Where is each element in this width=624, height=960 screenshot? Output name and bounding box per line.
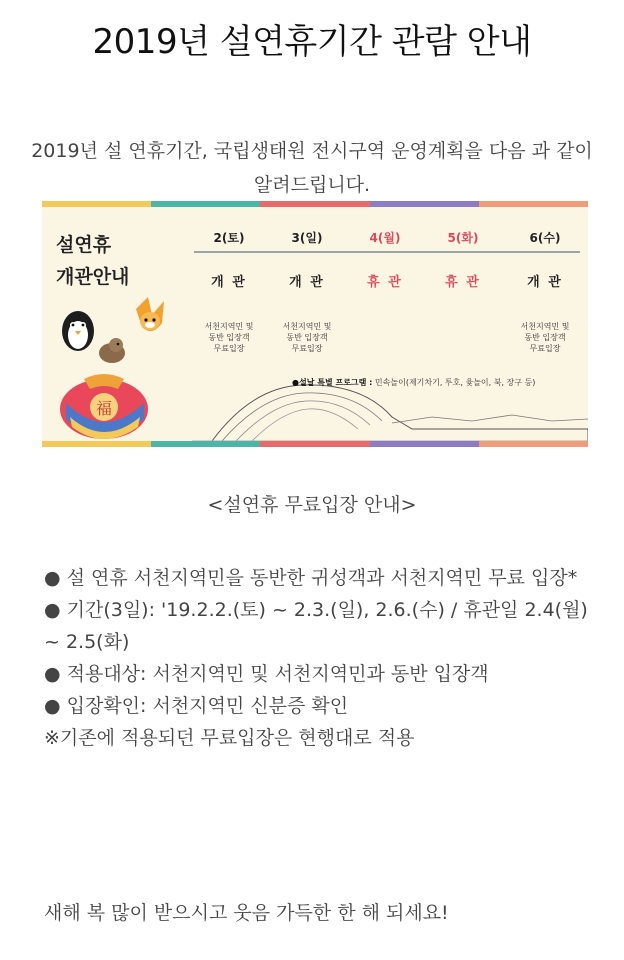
stripe-segment xyxy=(479,441,588,447)
schedule-open-status: 개 관 xyxy=(289,275,325,290)
schedule-note-line: 동반 입장객 xyxy=(208,333,250,342)
schedule-day-header: 4(월) xyxy=(369,231,401,245)
schedule-open-status: 개 관 xyxy=(527,275,563,290)
schedule-note-line: 무료입장 xyxy=(213,344,245,353)
notice-item: ※기존에 적용되던 무료입장은 현행대로 적용 xyxy=(44,727,415,749)
schedule-day-header: 6(수) xyxy=(529,231,561,245)
schedule-note-line: 서천지역민 및 xyxy=(204,322,254,331)
schedule-note-line: 무료입장 xyxy=(529,344,561,353)
schedule-closed-status: 휴 관 xyxy=(367,275,403,290)
stripe-segment xyxy=(479,201,588,207)
stripe-segment xyxy=(151,441,260,447)
notice-list xyxy=(44,562,596,754)
banner-top-stripe xyxy=(42,201,588,207)
schedule-day-header: 2(토) xyxy=(213,231,245,245)
holiday-banner xyxy=(42,201,588,447)
banner-title-line2: 개관안내 xyxy=(56,266,130,288)
schedule-day-header: 3(일) xyxy=(291,231,323,245)
mascot-illustration xyxy=(48,291,188,441)
schedule-day-note xyxy=(194,321,264,354)
special-program-label: ●설날 특별 프로그램 : xyxy=(292,378,373,387)
schedule-note-line: 무료입장 xyxy=(291,344,323,353)
schedule-closed-status: 휴 관 xyxy=(445,275,481,290)
free-admission-section-title: <설연휴 무료입장 안내> xyxy=(207,494,417,516)
closing-message: 새해 복 많이 받으시고 웃음 가득한 한 해 되세요! xyxy=(44,902,449,924)
notice-item: ● 적용대상: 서천지역민 및 서천지역민과 동반 입장객 xyxy=(44,663,489,685)
schedule-day-note xyxy=(272,321,342,354)
banner-title xyxy=(56,229,166,293)
schedule-note-line: 서천지역민 및 xyxy=(282,322,332,331)
special-program-text: 민속놀이(제기차기, 투호, 윷놀이, 북, 장구 등) xyxy=(374,378,536,387)
schedule-note-line: 동반 입장객 xyxy=(286,333,328,342)
stripe-segment xyxy=(370,441,479,447)
page-title: 2019년 설연휴기간 관람 안내 xyxy=(92,22,532,62)
notice-item: ● 설 연휴 서천지역민을 동반한 귀성객과 서천지역민 무료 입장* xyxy=(44,567,578,589)
schedule-day-header: 5(화) xyxy=(447,231,479,245)
banner-title-line1: 설연휴 xyxy=(56,234,112,256)
schedule-note-line: 동반 입장객 xyxy=(524,333,566,342)
stripe-segment xyxy=(260,201,369,207)
banner-bottom-stripe xyxy=(42,441,588,447)
schedule-note-line: 서천지역민 및 xyxy=(520,322,570,331)
notice-item: ● 입장확인: 서천지역민 신분증 확인 xyxy=(44,695,349,717)
fortune-character: 福 xyxy=(95,399,113,418)
notice-item: ● 기간(3일): '19.2.2.(토) ~ 2.3.(일), 2.6.(수) / 휴관일 2.4(월) ~ 2.5(화) xyxy=(44,599,588,653)
intro-text: 2019년 설 연휴기간, 국립생태원 전시구역 운영계획을 다음 과 같이 알려드립니다. xyxy=(31,140,593,196)
schedule-header-divider xyxy=(194,251,580,253)
stripe-segment xyxy=(42,441,151,447)
schedule-open-status: 개 관 xyxy=(211,275,247,290)
stripe-segment xyxy=(370,201,479,207)
special-program-line xyxy=(292,377,588,388)
stripe-segment xyxy=(260,441,369,447)
schedule-day-note xyxy=(510,321,580,354)
stripe-segment xyxy=(42,201,151,207)
stripe-segment xyxy=(151,201,260,207)
